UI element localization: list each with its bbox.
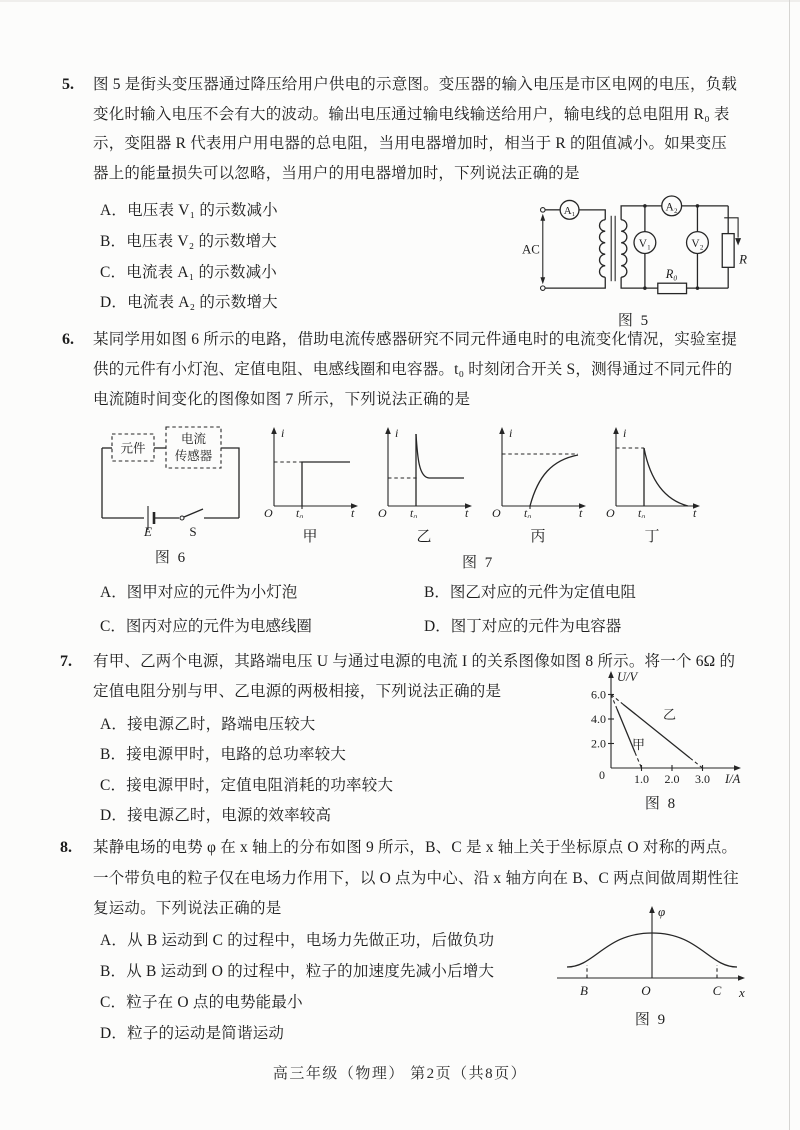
graph-yi-svg [372, 424, 476, 518]
x-tick-label: 1.0 [634, 772, 649, 786]
origin-label: O [378, 506, 387, 518]
text-line: 一个带负电的粒子仅在电场力作用下，以 O 点为中心、沿 x 轴方向在 B、C 两点间做周期性往 [93, 869, 739, 887]
graph-bing-svg [486, 424, 590, 518]
option-item: A．接电源乙时，路端电压较大 [100, 716, 316, 733]
curve-decay [644, 448, 688, 506]
junction [696, 286, 700, 290]
q5-number: 5. [62, 76, 74, 93]
q5-text [93, 70, 737, 188]
text-line: 图 5 是街头变压器通过降压给用户供电的示意图。变压器的输入电压是市区电网的电压，负载 [93, 76, 738, 93]
figure-5 [518, 190, 750, 330]
x-arrow-icon [734, 765, 741, 770]
option-item: C．电流表 A₁ 的示数减小 [100, 263, 277, 281]
page-footer: 高三年级（物理） 第2页（共8页） [272, 1066, 528, 1082]
wire [221, 448, 239, 518]
component-label: 元件 [120, 441, 146, 456]
y-label: i [395, 426, 399, 440]
sensor-label-line1: 电流 [180, 432, 207, 446]
y-axis-label: U/V [617, 670, 638, 684]
option-item: A．电压表 V₁ 的示数减小 [100, 202, 278, 219]
y-arrow-icon [649, 906, 655, 913]
wire [545, 277, 605, 288]
y-arrow-icon [608, 671, 614, 678]
zero-label: 0 [599, 768, 605, 782]
wire [579, 210, 605, 220]
q5-options [100, 196, 278, 319]
origin-label: O [492, 506, 501, 518]
q6-text [93, 325, 737, 415]
figure6-circuit-svg [92, 424, 250, 538]
battery-label: E [144, 524, 152, 538]
x-axis-label: I/A [725, 772, 741, 786]
y-label: i [281, 426, 285, 440]
y-arrow-icon [385, 427, 391, 434]
option-item: A．从 B 运动到 C 的过程中，电场力先做正功，后做负功 [100, 932, 495, 949]
y-tick-label: 6.0 [591, 687, 606, 702]
rheostat-arrowhead-icon [735, 238, 741, 245]
switch-blade [184, 509, 203, 517]
option-item: C．粒子在 O 点的电势能最小 [100, 994, 303, 1011]
option-item: B．电压表 V₂ 的示数增大 [100, 232, 277, 250]
figure7-panel-yi [372, 424, 476, 546]
y-tick-label: 4.0 [591, 712, 606, 726]
series-jia-label: 甲 [632, 737, 646, 752]
switch-pivot [180, 516, 184, 520]
figure7-caption: 图 7 [462, 555, 495, 571]
graph-ding-svg [600, 424, 704, 518]
x-arrow-icon [738, 975, 745, 980]
t0-label: t₀ [410, 508, 418, 518]
figure8-caption: 图 8 [644, 796, 678, 812]
resistor-r0-icon [658, 283, 687, 293]
text-line: 器上的能量损失可以忽略，当用户的用电器增加时，下列说法正确的是 [93, 164, 580, 182]
panel-label: 丁 [644, 529, 660, 545]
t0-label: t₀ [638, 508, 646, 518]
switch-label: S [189, 524, 197, 538]
option-item: D．接电源乙时，电源的效率较高 [100, 806, 332, 824]
y-label: i [623, 426, 627, 440]
x-tick-label: 3.0 [695, 772, 710, 786]
point-b-label: B [580, 983, 588, 998]
text-line: 供的元件有小灯泡、定值电阻、电感线圈和电容器。t₀ 时刻闭合开关 S，测得通过不同元件的 [93, 361, 733, 378]
option-item: A．图甲对应的元件为小灯泡 [100, 584, 298, 601]
text-line: 某静电场的电势 φ 在 x 轴上的分布如图 9 所示，B、C 是 x 轴上关于坐标原点 O 对称的两点。 [93, 839, 738, 856]
curve-step [302, 462, 350, 506]
text-line: 定值电阻分别与甲、乙电源的两极相接，下列说法正确的是 [93, 683, 502, 700]
ammeter-a2-label: A₂ [665, 201, 678, 214]
secondary-coil-icon [621, 220, 627, 278]
option-item: D．电流表 A₂ 的示数增大 [100, 294, 278, 312]
figure5-circuit-svg [519, 190, 749, 307]
text-line: 复运动。下列说法正确的是 [93, 900, 282, 917]
ac-arrow-down-icon [540, 277, 545, 284]
graph-jia-svg [258, 424, 362, 518]
figure9-caption: 图 9 [634, 1012, 668, 1028]
figure-6 [90, 424, 252, 567]
y-arrow-icon [613, 427, 619, 434]
sensor-label-line2: 传感器 [174, 449, 213, 463]
panel-label: 丙 [530, 529, 546, 545]
rheostat-r-label: R [739, 252, 747, 267]
scan-top-edge [0, 0, 800, 2]
series-yi-dash [611, 695, 623, 705]
option-item: D．图丁对应的元件为电容器 [424, 618, 622, 635]
y-axis-label: φ [658, 904, 666, 919]
figure5-caption: 图 5 [617, 313, 651, 329]
figure-9 [550, 900, 752, 1029]
ac-label: AC [521, 242, 540, 257]
origin-label: O [264, 506, 273, 518]
series-jia-dash [635, 753, 642, 769]
q8-options [100, 925, 494, 1049]
y-label: i [509, 426, 513, 440]
primary-coil-icon [600, 220, 606, 278]
curve-rise [530, 455, 578, 506]
y-arrow-icon [271, 427, 277, 434]
figure8-chart-svg [573, 666, 749, 790]
option-item: B．图乙对应的元件为定值电阻 [424, 584, 636, 601]
figure7-panel-ding [600, 424, 704, 546]
x-label: t [465, 506, 469, 518]
resistor-r0-label: R₀ [665, 267, 678, 282]
origin-label: O [606, 506, 615, 518]
figure-8 [572, 666, 750, 813]
junction [643, 286, 647, 290]
q7-number: 7. [60, 653, 72, 670]
y-arrow-icon [499, 427, 505, 434]
figure6-caption: 图 6 [154, 550, 188, 566]
text-line: 示，变阻器 R 代表用户用电器的总电阻，当用电器增加时，相当于 R 的阻值减小。如果变压 [93, 135, 727, 152]
text-line: 电流随时间变化的图像如图 7 所示，下列说法正确的是 [93, 391, 471, 408]
panel-label: 乙 [416, 529, 432, 545]
voltmeter-v1-label: V₁ [638, 238, 652, 251]
q8-number: 8. [60, 839, 72, 856]
ammeter-a1-label: A₁ [563, 204, 576, 217]
q7-options [100, 710, 393, 831]
figure7-panel-jia [258, 424, 362, 546]
text-line: 变化时输入电压不会有大的波动。输出电压通过输电线输送给用户，输电线的总电阻用 R₀ 表 [93, 105, 730, 123]
terminal-top [541, 208, 546, 213]
series-jia-dash [611, 695, 617, 710]
t0-label: t₀ [524, 508, 532, 518]
t0-label: t₀ [296, 508, 304, 518]
option-item: C．图丙对应的元件为电感线圈 [100, 618, 312, 635]
ac-arrow-up-icon [540, 214, 545, 221]
point-c-label: C [712, 983, 722, 998]
series-yi-dash [690, 758, 703, 768]
option-item: B．从 B 运动到 O 的过程中，粒子的加速度先减小后增大 [100, 963, 495, 980]
rheostat-r-icon [722, 234, 734, 268]
q6-number: 6. [62, 331, 74, 348]
terminal-bottom [541, 286, 546, 291]
junction [643, 204, 647, 208]
panel-label: 甲 [302, 529, 318, 545]
x-label: t [351, 506, 355, 518]
series-yi-label: 乙 [663, 707, 677, 722]
option-item: D．粒子的运动是简谐运动 [100, 1025, 285, 1042]
origin-label: O [641, 983, 651, 998]
y-tick-label: 2.0 [591, 736, 606, 751]
x-label: t [693, 506, 697, 518]
option-item: B．接电源甲时，电路的总功率较大 [100, 746, 347, 764]
voltmeter-v2-label: V₂ [691, 238, 704, 251]
figure7-panel-bing [486, 424, 590, 546]
curve-decay-to-level [416, 434, 464, 478]
text-line: 有甲、乙两个电源，其路端电压 U 与通过电源的电流 I 的关系图像如图 8 所示。将一个 6Ω 的 [93, 653, 736, 670]
junction [696, 204, 700, 208]
figure9-chart-svg [551, 900, 751, 1004]
x-tick-label: 2.0 [664, 772, 680, 786]
option-item: C．接电源甲时，定值电阻消耗的功率较大 [100, 776, 394, 794]
text-line: 某同学用如图 6 所示的电路，借助电流传感器研究不同元件通电时的电流变化情况，实验室提 [93, 331, 738, 348]
x-label: t [579, 506, 583, 518]
x-axis-label: x [739, 985, 745, 1000]
scan-right-edge [789, 0, 790, 1130]
